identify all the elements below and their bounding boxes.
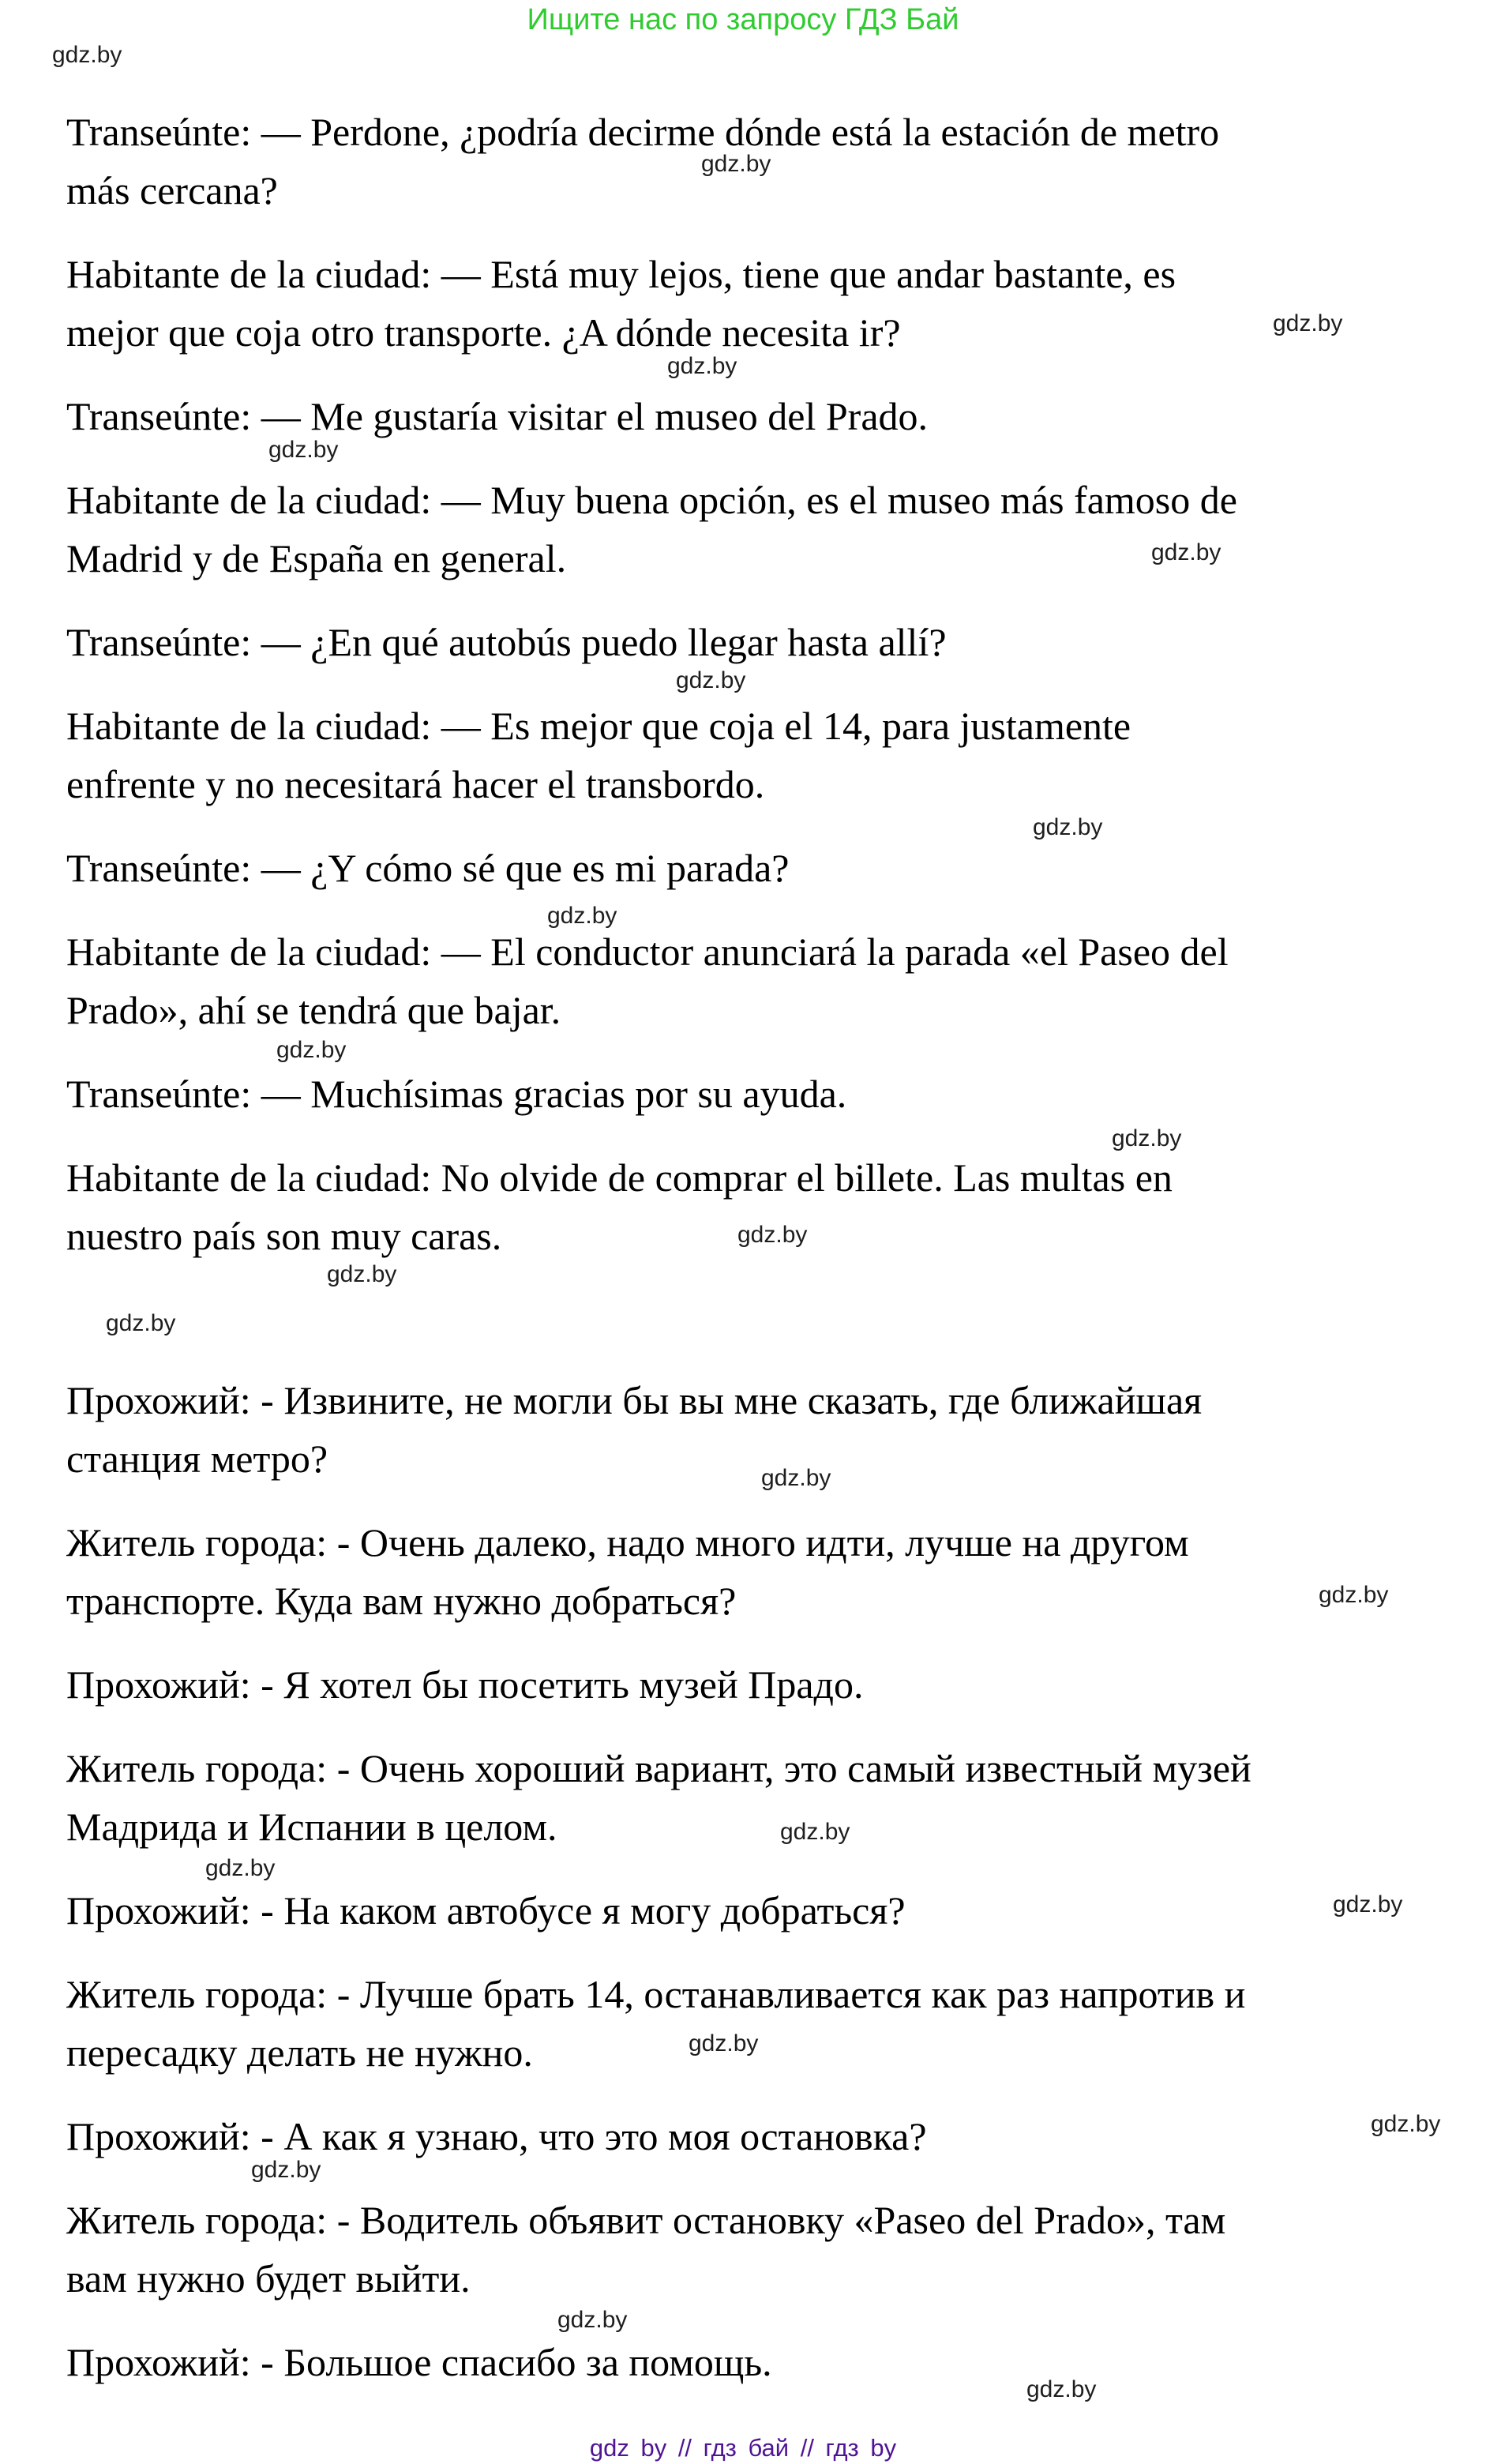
dialogue-paragraph [66, 2333, 1440, 2391]
footer-tagline: gdz by // гдз бай // гдз by [589, 2434, 897, 2462]
dialogue-line: транспорте. Куда вам нужно добраться? [66, 1579, 737, 1623]
dialogue-line: Житель города: - Очень хороший вариант, это самый известный музей [66, 1746, 1251, 1790]
gdz-watermark: gdz.by [106, 1310, 176, 1336]
dialogue-line: Prado», ahí se tendrá que bajar. [66, 988, 561, 1032]
gdz-watermark: gdz.by [1319, 1582, 1389, 1608]
gdz-watermark: gdz.by [268, 437, 339, 463]
gdz-watermark: gdz.by [761, 1465, 831, 1491]
dialogue-paragraph [66, 2191, 1440, 2308]
dialogue-line: enfrente y no necesitará hacer el transbordo. [66, 762, 765, 806]
dialogue-line: más cercana? [66, 168, 278, 212]
dialogue-paragraph [66, 245, 1440, 362]
gdz-watermark: gdz.by [1026, 2376, 1097, 2402]
dialogue-line: Житель города: - Очень далеко, надо много идти, лучше на другом [66, 1520, 1189, 1564]
gdz-watermark: gdz.by [701, 151, 771, 177]
dialogue-line: Прохожий: - На каком автобусе я могу добраться? [66, 1888, 906, 1933]
dialogue-line: Madrid y de España en general. [66, 536, 567, 580]
gdz-watermark: gdz.by [327, 1261, 397, 1287]
gdz-watermark: gdz.by [547, 903, 617, 929]
dialogue-paragraph [66, 1065, 1440, 1123]
dialogue-line: Transeúnte: — ¿Y cómo sé que es mi parada? [66, 846, 790, 890]
gdz-watermark: gdz.by [52, 42, 122, 68]
dialogue-paragraph [66, 471, 1440, 588]
dialogue-paragraph [66, 697, 1440, 813]
dialogue-line: Transeúnte: — Perdone, ¿podría decirme dónde está la estación de metro [66, 110, 1220, 154]
dialogue-line: Transeúnte: — ¿En qué autobús puedo llegar hasta allí? [66, 620, 947, 664]
dialogue-line: Habitante de la ciudad: — Está muy lejos, tiene que andar bastante, es [66, 252, 1176, 296]
dialogue-paragraph [66, 839, 1440, 897]
dialogue-line: станция метро? [66, 1437, 328, 1481]
dialogue-line: Transeúnte: — Me gustaría visitar el museo del Prado. [66, 394, 929, 438]
gdz-watermark: gdz.by [205, 1855, 276, 1881]
dialogue-paragraph [66, 1655, 1440, 1714]
dialogue-paragraph [66, 1881, 1440, 1940]
dialogue-line: Прохожий: - Большое спасибо за помощь. [66, 2340, 772, 2384]
gdz-watermark: gdz.by [251, 2157, 321, 2183]
gdz-watermark: gdz.by [1033, 814, 1103, 840]
dialogue-line: Прохожий: - А как я узнаю, что это моя остановка? [66, 2114, 927, 2158]
gdz-watermark: gdz.by [689, 2030, 759, 2056]
dialogue-line: nuestro país son muy caras. [66, 1214, 502, 1258]
spanish-dialogue-section [66, 103, 1440, 1265]
gdz-watermark: gdz.by [737, 1222, 808, 1248]
dialogue-line: Прохожий: - Я хотел бы посетить музей Прадо. [66, 1662, 864, 1707]
dialogue-line: Habitante de la ciudad: No olvide de comprar el billete. Las multas en [66, 1155, 1173, 1200]
dialogue-paragraph [66, 1739, 1440, 1856]
gdz-watermark: gdz.by [1371, 2111, 1441, 2137]
dialogue-line: Habitante de la ciudad: — Muy buena opción, es el museo más famoso de [66, 478, 1237, 522]
gdz-watermark: gdz.by [676, 667, 746, 693]
dialogue-paragraph [66, 1371, 1440, 1488]
dialogue-line: Житель города: - Водитель объявит остановку «Paseo del Prado», там [66, 2198, 1226, 2242]
gdz-watermark: gdz.by [1112, 1125, 1182, 1151]
dialogue-line: вам нужно будет выйти. [66, 2256, 471, 2301]
dialogue-line: Житель города: - Лучше брать 14, останавливается как раз напротив и [66, 1972, 1246, 2016]
dialogue-line: Habitante de la ciudad: — Es mejor que coja el 14, para justamente [66, 704, 1131, 748]
gdz-watermark: gdz.by [1273, 310, 1343, 336]
gdz-watermark: gdz.by [780, 1819, 850, 1845]
dialogue-line: Habitante de la ciudad: — El conductor anunciará la parada «el Paseo del [66, 930, 1229, 974]
dialogue-line: Мадрида и Испании в целом. [66, 1805, 557, 1849]
gdz-watermark: gdz.by [667, 353, 737, 379]
dialogue-paragraph [66, 922, 1440, 1039]
gdz-watermark: gdz.by [1151, 539, 1221, 565]
dialogue-line: пересадку делать не нужно. [66, 2030, 533, 2075]
dialogue-paragraph [66, 1965, 1440, 2082]
gdz-watermark: gdz.by [1333, 1891, 1403, 1917]
promo-banner: Ищите нас по запросу ГДЗ Бай [527, 3, 959, 36]
dialogue-paragraph [66, 1513, 1440, 1630]
dialogue-line: Прохожий: - Извините, не могли бы вы мне сказать, где ближайшая [66, 1378, 1203, 1422]
dialogue-line: Transeúnte: — Muchísimas gracias por su ayuda. [66, 1072, 847, 1116]
gdz-watermark: gdz.by [276, 1037, 347, 1063]
dialogue-line: mejor que coja otro transporte. ¿A dónde necesita ir? [66, 310, 901, 355]
dialogue-paragraph [66, 613, 1440, 671]
gdz-watermark: gdz.by [557, 2307, 628, 2333]
